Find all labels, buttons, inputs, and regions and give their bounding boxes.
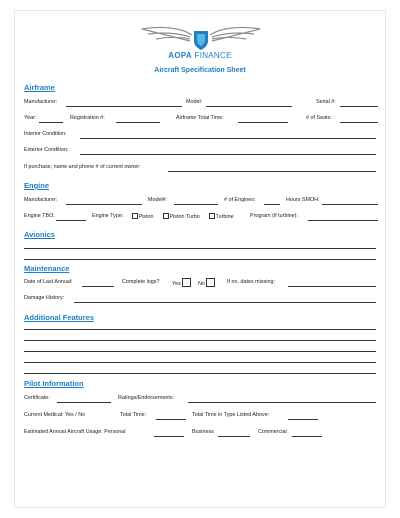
exterior-label: Exterior Condition:: [24, 147, 69, 153]
owner-field[interactable]: [168, 171, 376, 172]
dates-missing-field[interactable]: [288, 286, 376, 287]
checkbox-icon[interactable]: [206, 278, 215, 287]
logs-yes-label: Yes: [172, 281, 181, 287]
tbo-field[interactable]: [56, 220, 86, 221]
page-title: Aircraft Specification Sheet: [154, 67, 246, 74]
damage-field[interactable]: [74, 302, 376, 303]
engine-row-1: [24, 197, 376, 206]
type-option-piston-turbo[interactable]: [163, 213, 200, 220]
features-line[interactable]: [24, 362, 376, 363]
certificate-label: Certificate:: [24, 395, 50, 401]
owner-label: If purchase, name and phone # of current owner:: [24, 164, 141, 170]
dates-missing-label: If no, dates missing:: [227, 279, 275, 285]
model-label: Model:: [186, 99, 203, 105]
medical-label: Current Medical: Yes / No: [24, 412, 86, 418]
interior-row: [24, 131, 376, 140]
pilot-row-3: [24, 429, 376, 438]
seats-label: # of Seats:: [306, 115, 332, 121]
logs-no-option[interactable]: [198, 278, 215, 287]
owner-row: [24, 164, 376, 173]
avionics-heading: Avionics: [24, 230, 55, 239]
avionics-line[interactable]: [24, 259, 376, 260]
manufacturer-label: Manufacturer:: [24, 99, 58, 105]
engine-heading: Engine: [24, 181, 50, 190]
manufacturer-field[interactable]: [66, 106, 182, 107]
total-time-field[interactable]: [238, 122, 288, 123]
business-label: Business: [192, 429, 214, 435]
airframe-heading: Airframe: [24, 83, 55, 92]
logs-yes-option[interactable]: [172, 278, 191, 287]
logs-no-label: No: [198, 281, 205, 287]
features-heading: Additional Features: [24, 313, 95, 322]
registration-label: Registration #:: [70, 115, 105, 121]
usage-label: Estimated Annual Aircraft Usage: Personal: [24, 429, 126, 435]
smoh-field[interactable]: [322, 204, 378, 205]
registration-field[interactable]: [116, 122, 160, 123]
engine-row-2: [24, 213, 376, 222]
type-option-piston[interactable]: [132, 213, 153, 220]
airframe-row-2: [24, 115, 376, 124]
model-field[interactable]: [206, 106, 292, 107]
interior-field[interactable]: [80, 138, 376, 139]
engines-count-label: # of Engines:: [224, 197, 256, 203]
checkbox-icon[interactable]: [132, 213, 138, 219]
features-line[interactable]: [24, 329, 376, 330]
complete-logs-label: Complete logs?: [122, 279, 160, 285]
checkbox-icon[interactable]: [209, 213, 215, 219]
last-annual-field[interactable]: [82, 286, 114, 287]
checkbox-icon[interactable]: [182, 278, 191, 287]
brand-wordmark: [15, 51, 385, 60]
pilot-heading: Pilot Information: [24, 379, 84, 388]
pilot-total-time-field[interactable]: [156, 419, 186, 420]
engine-type-label: Engine Type:: [92, 213, 124, 219]
maintenance-heading: Maintenance: [24, 264, 70, 273]
year-field[interactable]: [39, 122, 63, 123]
usage-business-field[interactable]: [218, 436, 250, 437]
program-field[interactable]: [308, 220, 378, 221]
total-time-label: Airframe Total Time:: [176, 115, 224, 121]
engine-manufacturer-field[interactable]: [66, 204, 142, 205]
smoh-label: Hours SMOH:: [286, 197, 320, 203]
engine-model-field[interactable]: [174, 204, 218, 205]
type-option-label: Piston: [138, 214, 154, 220]
tbo-label: Engine TBO:: [24, 213, 55, 219]
engines-count-field[interactable]: [264, 204, 280, 205]
type-option-label: Turbine: [215, 214, 234, 220]
airframe-row-1: [24, 99, 376, 108]
year-label: Year:: [24, 115, 37, 121]
checkbox-icon[interactable]: [163, 213, 169, 219]
type-option-turbine[interactable]: [209, 213, 234, 220]
exterior-field[interactable]: [80, 154, 376, 155]
last-annual-label: Date of Last Annual:: [24, 279, 73, 285]
maintenance-row-1: [24, 279, 376, 288]
features-line[interactable]: [24, 351, 376, 352]
exterior-row: [24, 147, 376, 156]
time-in-type-field[interactable]: [288, 419, 318, 420]
usage-commercial-field[interactable]: [292, 436, 322, 437]
certificate-field[interactable]: [57, 402, 111, 403]
serial-label: Serial #:: [316, 99, 336, 105]
usage-personal-field[interactable]: [154, 436, 184, 437]
features-line[interactable]: [24, 340, 376, 341]
engine-manufacturer-label: Manufacturer:: [24, 197, 58, 203]
form-page: [14, 10, 386, 508]
features-line[interactable]: [24, 373, 376, 374]
pilot-row-2: [24, 412, 376, 421]
brand-part1: AOPA: [168, 51, 192, 60]
avionics-line[interactable]: [24, 248, 376, 249]
serial-field[interactable]: [340, 106, 378, 107]
engine-model-label: Model#:: [148, 197, 168, 203]
commercial-label: Commercial: [258, 429, 287, 435]
program-label: Program (if turbine):: [250, 213, 298, 219]
pilot-total-time-label: Total Time:: [120, 412, 147, 418]
ratings-field[interactable]: [188, 402, 376, 403]
pilot-row-1: [24, 395, 376, 404]
ratings-label: Ratings/Endorsements:: [118, 395, 175, 401]
damage-row: [24, 295, 376, 304]
header: [15, 11, 385, 87]
type-option-label: Piston Turbo: [169, 214, 200, 220]
brand-part2: FINANCE: [191, 51, 232, 60]
damage-label: Damage History:: [24, 295, 65, 301]
seats-field[interactable]: [340, 122, 378, 123]
interior-label: Interior Condition:: [24, 131, 67, 137]
time-in-type-label: Total Time in Type Listed Above:: [192, 412, 270, 418]
